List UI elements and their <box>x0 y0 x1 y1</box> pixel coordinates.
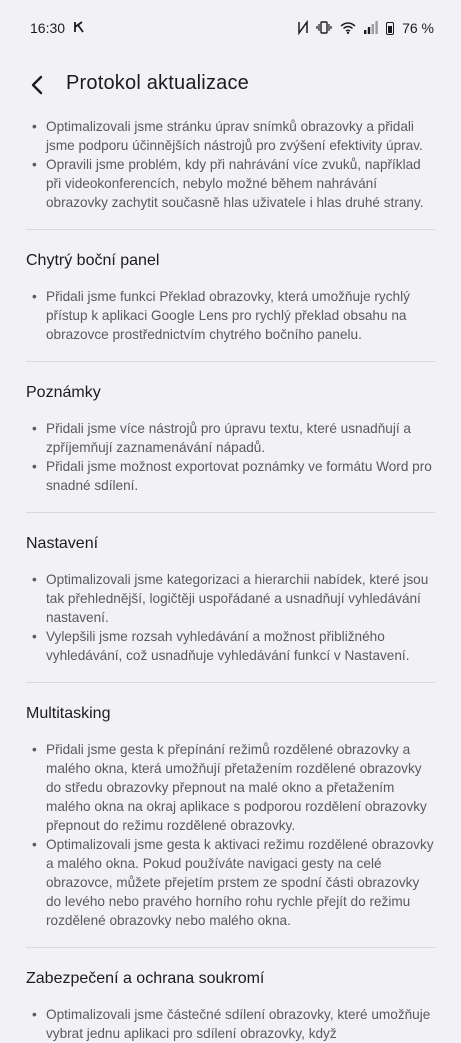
bullet-list <box>26 117 435 212</box>
section-title: Multitasking <box>26 705 111 722</box>
changelog-content <box>0 117 461 1043</box>
list-item: • Přidali jsme gesta k přepínání režimů rozdělené obrazovky a malého okna, která umožňují přetažením rozdělené obrazovky do středu obrazovky přepnout na malé okno a přetažením malého okna na okraj aplikace s podporou rozdělení obrazovky přepnout do režimu rozdělené obrazovky. <box>26 740 435 835</box>
bullet-list <box>26 570 435 665</box>
section-multitasking <box>0 705 461 930</box>
section-title: Zabezpečení a ochrana soukromí <box>26 970 265 987</box>
status-time: 16:30 <box>30 20 66 36</box>
page-title: Protokol aktualizace <box>66 72 249 94</box>
changelog-scroll-area[interactable] <box>0 114 461 1041</box>
section-title: Poznámky <box>26 384 101 401</box>
section-title: Nastavení <box>26 535 99 552</box>
back-button[interactable] <box>22 70 52 100</box>
list-item: • Přidali jsme více nástrojů pro úpravu textu, které usnadňují a zpříjemňují zaznamenávání nápadů. <box>26 419 435 457</box>
section-notes <box>0 384 461 495</box>
list-item: • Opravili jsme problém, kdy při nahrávání více zvuků, například při videokonferencích, nebylo možné během nahrávání obrazovky zachytit současně hlas uživatele i hlas druhé strany. <box>26 155 435 212</box>
bullet-list <box>26 287 435 344</box>
bullet-list <box>26 1005 435 1043</box>
section-divider <box>26 229 435 230</box>
list-item: • Optimalizovali jsme gesta k aktivaci režimu rozdělené obrazovky a malého okna. Pokud používáte navigaci gesty na celé obrazovce, můžete přejetím prstem ze spodní části obrazovky do levého nebo pravého horního rohu rychle přejít do režimu rozdělené obrazovky nebo malého okna. <box>26 835 435 930</box>
section-security-privacy <box>0 970 461 1043</box>
list-item: • Přidali jsme funkci Překlad obrazovky, která umožňuje rychlý přístup k aplikaci Google Lens pro rychlý překlad obsahu na obrazovce prostřednictvím chytrého bočního panelu. <box>26 287 435 344</box>
app-header <box>0 56 461 114</box>
section-divider <box>26 361 435 362</box>
list-item: • Vylepšili jsme rozsah vyhledávání a možnost přibližného vyhledávání, což usnadňuje vyhledávání funkcí v Nastavení. <box>26 627 435 665</box>
list-item: • Přidali jsme možnost exportovat poznámky ve formátu Word pro snadné sdílení. <box>26 457 435 495</box>
section-settings <box>0 535 461 665</box>
status-right <box>298 20 434 36</box>
section-divider <box>26 512 435 513</box>
list-item: • Optimalizovali jsme stránku úprav snímků obrazovky a přidali jsme podporu účinnějších nástrojů pro zvýšení efektivity úprav. <box>26 117 435 155</box>
nfc-icon <box>298 21 308 36</box>
section-title: Chytrý boční panel <box>26 252 160 269</box>
list-item: • Optimalizovali jsme částečné sdílení obrazovky, které umožňuje vybrat jednu aplikaci pro sdílení obrazovky, když <box>26 1005 435 1043</box>
list-item: • Optimalizovali jsme kategorizaci a hierarchii nabídek, které jsou tak přehlednější, logičtěji uspořádané a usnadňují vyhledávání nastavení. <box>26 570 435 627</box>
k-app-icon <box>73 21 85 35</box>
battery-level: 76 % <box>402 20 434 36</box>
section-top-continued <box>0 117 461 212</box>
wifi-icon <box>340 21 356 36</box>
section-smart-sidebar <box>0 252 461 344</box>
status-left <box>30 20 85 36</box>
battery-icon <box>386 22 394 35</box>
bullet-list <box>26 419 435 495</box>
section-divider <box>26 947 435 948</box>
signal-icon <box>364 21 378 36</box>
bullet-list <box>26 740 435 930</box>
status-bar <box>0 0 461 56</box>
vibrate-icon <box>316 21 332 36</box>
chevron-left-icon <box>30 75 44 95</box>
section-divider <box>26 682 435 683</box>
